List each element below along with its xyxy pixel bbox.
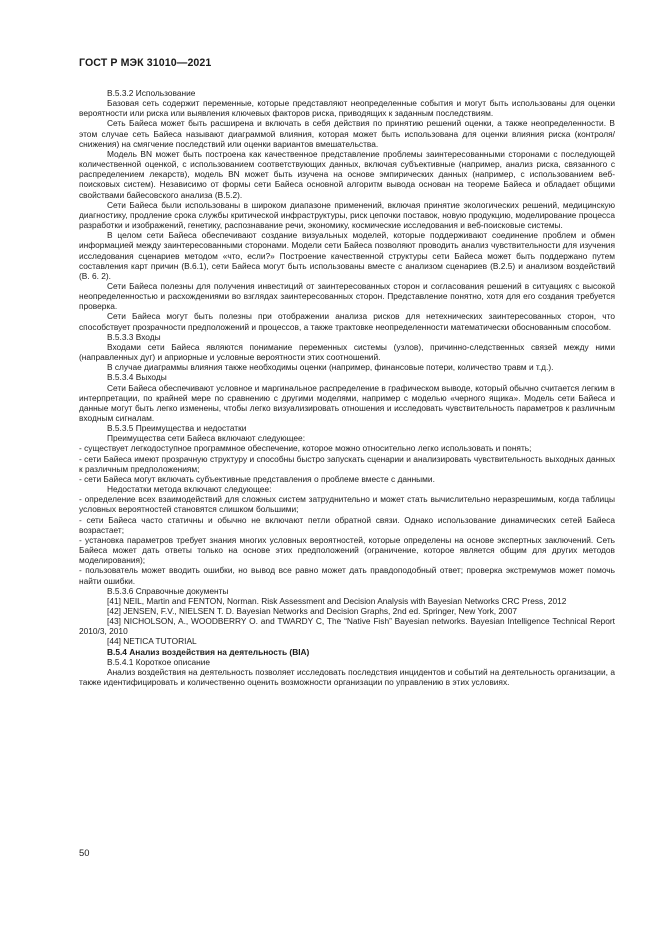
paragraph: В целом сети Байеса обеспечивают создание визуальных моделей, которые поддерживают соединение проблем и обмен информацией между заинтересованными сторонами. Модели сети Байеса позволяют проводить анализ чувствительности для изучения исследования сценариев методом «что, если?» Построение качественной структуры сети Байеса может быть поддержано путем составления карт причин (В.6.1), сети Байеса могут быть использованы вместе с анализом сценариев (В.2.5) и анализом воздействий (В. 6. 2).	[79, 230, 615, 281]
list-item: - определение всех взаимодействий для сложных систем затруднительно и может стать вычислительно неразрешимым, когда таблицы условных вероятностей становятся слишком большими;	[79, 494, 615, 515]
paragraph: Сеть Байеса может быть расширена и включать в себя действия по принятию решений оценки, а также неопределенности. В этом случае сеть Байеса называют диаграммой влияния, которая может быть использована для оценки влияния риска (контроля/снижения) на смягчение последствий или оценки вариантов вмешательства.	[79, 118, 615, 149]
paragraph: Сети Байеса полезны для получения инвестиций от заинтересованных сторон и согласования решений в ситуациях с высокой неопределенностью и расхождениями во взглядах заинтересованных сторон. Представление понятно, хотя для его создания требуется проверка.	[79, 280, 615, 312]
reference-item: [43] NICHOLSON, A., WOODBERRY O. and TWARDY C, The “Native Fish” Bayesian networks. Bayesian Intelligence Technical Report 2010/3, 2010	[79, 616, 615, 637]
section-heading: В.5.3.2 Использование	[107, 88, 196, 98]
section-heading-bold: В.5.4 Анализ воздействия на деятельность (BIA)	[107, 646, 310, 657]
list-item: - сети Байеса могут включать субъективные представления о проблеме вместе с данными.	[79, 473, 435, 484]
page-number: 50	[79, 847, 90, 858]
section-heading: В.5.3.4 Выходы	[107, 372, 167, 383]
paragraph: Модель BN может быть построена как качественное представление проблемы заинтересованными сторонами с последующей количественной оценкой, с использованием соответствующих данных, включая субъективные (например, анализ риска, связанного с распределением лекарств), модель BN может быть изучена на основе эмпирических данных (например, с использованием веб-поисковых систем). Независимо от формы сети Байеса основной алгоритм вывода основан на теореме Байеса и обладает общими свойствами байесовского анализа (В.5.2).	[79, 148, 615, 200]
section-heading: В.5.3.5 Преимущества и недостатки	[107, 423, 247, 434]
paragraph: В случае диаграммы влияния также необходимы оценки (например, финансовые потери, количество травм и т.д.).	[107, 362, 554, 373]
reference-item: [41] NEIL, Martin and FENTON, Norman. Risk Assessment and Decision Analysis with Bayesian Networks CRC Press, 2012	[107, 595, 567, 606]
document-body	[79, 88, 615, 687]
paragraph: Сети Байеса могут быть полезны при отображении анализа рисков для нетехнических заинтересованных сторон, что способствует прозрачности предположений и процессов, а также трактовке неопределенности математически обоснованным способом.	[79, 311, 615, 332]
list-item: - установка параметров требует знания многих условных вероятностей, которые определены на основе экспертных заключений. Сеть Байеса может дать ответы только на основе этих предположений (ограничение, которое является общим для других методов моделирования);	[79, 534, 615, 566]
list-item: - сети Байеса часто статичны и обычно не включают петли обратной связи. Однако использование динамических сетей Байеса возрастает;	[79, 514, 615, 535]
list-item: - существует легкодоступное программное обеспечение, которое можно относительно легко использовать и понять;	[79, 443, 532, 454]
list-item: - сети Байеса имеют прозрачную структуру и способны быстро запускать сценарии и анализировать чувствительность выходных данных к различным предположениям;	[79, 453, 615, 474]
paragraph: Преимущества сети Байеса включают следующее:	[107, 433, 306, 444]
paragraph: Входами сети Байеса являются понимание переменных системы (узлов), причинно-следственных связей между ними (направленных дуг) и априорные и условные вероятности этих соотношений.	[79, 341, 615, 363]
section-heading: В.5.3.3 Входы	[107, 331, 161, 342]
paragraph: Сети Байеса были использованы в широком диапазоне применений, включая принятие экологических решений, медицинскую диагностику, продление срока службы критической инфраструктуры, риск цепочки поставок, новую продукцию, моделирование процесса разработки и изображений, генетику, распознавание речи, экономику, космические исследования и веб-поисковые системы.	[79, 199, 615, 231]
paragraph: Недостатки метода включают следующее:	[107, 484, 272, 495]
section-heading: В.5.4.1 Короткое описание	[107, 656, 211, 667]
list-item: - пользователь может вводить ошибки, но вывод все равно может дать правдоподобный ответ; проверка экстремумов может помочь найти ошибки.	[79, 565, 615, 586]
document-header: ГОСТ Р МЭК 31010—2021	[79, 57, 212, 69]
reference-item: [44] NETICA TUTORIAL	[107, 636, 197, 647]
paragraph: Сети Байеса обеспечивают условное и маргинальное распределение в графическом выводе, который обычно считается легким в интерпретации, по крайней мере по сравнению с другими моделями, например с моделью «черного ящика». Модель сети Байеса и данные могут быть легко изменены, чтобы легко визуализировать отношения и исследовать чувствительность параметров к различным входным сигналам.	[79, 382, 615, 423]
section-heading: В.5.3.6 Справочные документы	[107, 585, 229, 596]
reference-item: [42] JENSEN, F.V., NIELSEN T. D. Bayesian Networks and Decision Graphs, 2nd ed. Springer, New York, 2007	[107, 605, 517, 616]
paragraph: Анализ воздействия на деятельность позволяет исследовать последствия инцидентов и событий на деятельность организации, а также идентифицировать и количественно оценить возможности организации по управлению в этих условиях.	[79, 666, 615, 688]
paragraph: Базовая сеть содержит переменные, которые представляют неопределенные события и могут быть использованы для оценки вероятности или риска или выявления ключевых факторов риска, приводящих к заданным последствиям.	[79, 98, 615, 119]
